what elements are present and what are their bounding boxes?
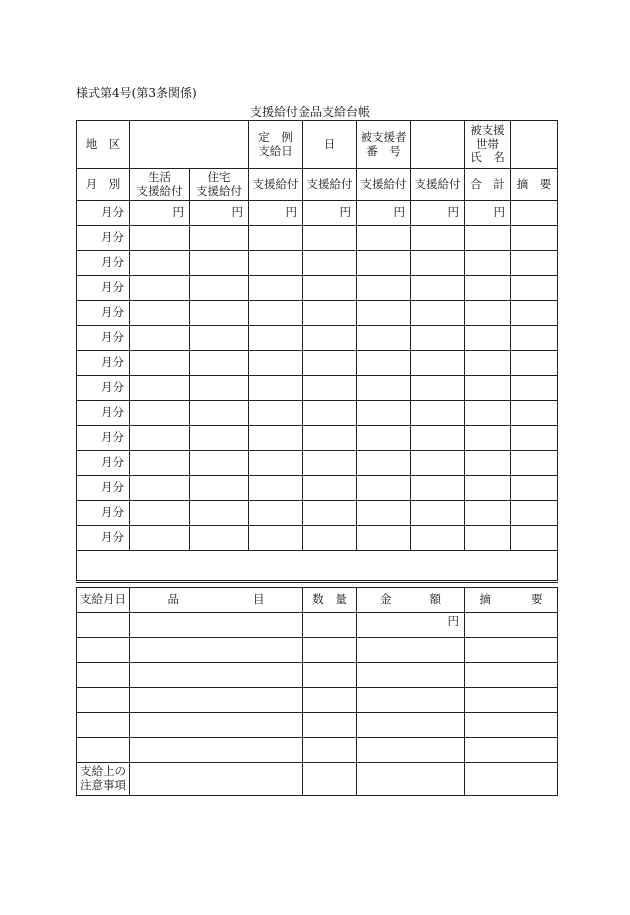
amount-cell[interactable] <box>130 426 190 451</box>
notes-label-line1: 支給上の <box>80 764 126 779</box>
amount-cell[interactable] <box>190 351 249 376</box>
quantity-cell[interactable] <box>303 638 357 663</box>
amount-cell[interactable] <box>190 401 249 426</box>
item-header <box>130 588 303 613</box>
month-label: 月分 <box>77 451 130 476</box>
blank-summary-row <box>77 551 558 582</box>
amount-cell[interactable] <box>249 326 303 351</box>
amount-cell[interactable] <box>190 476 249 501</box>
amount-cell[interactable] <box>303 301 357 326</box>
recipient-number-label-line1: 被支援者 <box>360 129 407 144</box>
amount-cell[interactable] <box>411 276 465 301</box>
amount-cell[interactable] <box>249 251 303 276</box>
regular-pay-date-label-line2: 支給日 <box>258 143 293 158</box>
amount-cell[interactable] <box>190 301 249 326</box>
amount-cell[interactable] <box>249 226 303 251</box>
amount-cell[interactable] <box>190 526 249 551</box>
amount-cell[interactable] <box>303 401 357 426</box>
month-label: 月分 <box>77 301 130 326</box>
remarks-header <box>465 588 558 613</box>
amount-cell[interactable] <box>411 226 465 251</box>
amount-cell[interactable] <box>357 501 411 526</box>
goods-row <box>77 688 558 713</box>
amount-cell[interactable] <box>357 476 411 501</box>
regular-pay-date-label-line1: 定 例 <box>258 129 293 144</box>
yen-unit: 円 <box>190 201 249 226</box>
amount-cell[interactable] <box>130 326 190 351</box>
support-header-3: 支援給付 <box>249 169 303 201</box>
living-support-header-line1: 生活 <box>148 169 171 184</box>
remarks-cell[interactable] <box>511 226 558 251</box>
amount-cell[interactable] <box>411 426 465 451</box>
total-cell[interactable] <box>465 226 511 251</box>
amount-header-part2: 額 <box>429 592 441 607</box>
quantity-cell[interactable] <box>303 613 357 638</box>
amount-cell[interactable] <box>303 501 357 526</box>
amount-cell[interactable] <box>357 276 411 301</box>
notes-amount-cell[interactable] <box>357 763 465 796</box>
total-cell[interactable] <box>465 501 511 526</box>
remarks-cell[interactable] <box>465 663 558 688</box>
remarks-cell[interactable] <box>511 526 558 551</box>
regular-pay-date-label <box>249 121 303 169</box>
amount-cell[interactable] <box>249 476 303 501</box>
amount-cell[interactable] <box>357 401 411 426</box>
blank-summary-cell[interactable] <box>77 551 558 582</box>
month-row <box>77 401 558 426</box>
amount-cell[interactable] <box>130 501 190 526</box>
quantity-cell[interactable] <box>303 738 357 763</box>
yen-unit: 円 <box>465 201 511 226</box>
item-cell[interactable] <box>130 638 303 663</box>
amount-cell[interactable] <box>357 688 465 713</box>
month-row <box>77 276 558 301</box>
goods-row <box>77 663 558 688</box>
remarks-cell[interactable] <box>511 451 558 476</box>
amount-cell[interactable] <box>357 738 465 763</box>
amount-cell[interactable] <box>190 501 249 526</box>
amount-cell[interactable] <box>411 501 465 526</box>
yen-unit: 円 <box>411 201 465 226</box>
header-info-row <box>77 121 558 169</box>
area-value[interactable] <box>130 121 249 169</box>
total-cell[interactable] <box>465 301 511 326</box>
remarks-cell[interactable] <box>465 738 558 763</box>
quantity-header: 数 量 <box>303 588 357 613</box>
amount-cell[interactable] <box>357 376 411 401</box>
amount-header-part1: 金 <box>380 592 392 607</box>
amount-cell[interactable] <box>303 276 357 301</box>
amount-cell[interactable] <box>190 276 249 301</box>
issue-date-cell[interactable] <box>77 713 130 738</box>
remarks-cell[interactable] <box>511 251 558 276</box>
living-support-header-line2: 支援給付 <box>136 183 183 198</box>
amount-cell[interactable] <box>357 326 411 351</box>
amount-cell[interactable] <box>249 276 303 301</box>
notes-quantity-cell[interactable] <box>303 763 357 796</box>
month-row <box>77 226 558 251</box>
total-cell[interactable] <box>465 401 511 426</box>
recipient-number-label-line2: 番 号 <box>366 143 401 158</box>
month-row <box>77 301 558 326</box>
amount-cell[interactable] <box>303 526 357 551</box>
total-cell[interactable] <box>465 276 511 301</box>
amount-cell[interactable] <box>130 276 190 301</box>
month-label: 月分 <box>77 351 130 376</box>
month-row <box>77 501 558 526</box>
yen-unit: 円 <box>249 201 303 226</box>
household-head-label-line2: 世帯 <box>476 136 499 151</box>
column-header-row <box>77 169 558 201</box>
month-row <box>77 426 558 451</box>
amount-cell[interactable] <box>249 401 303 426</box>
remarks-cell[interactable] <box>465 688 558 713</box>
remarks-cell[interactable] <box>465 613 558 638</box>
amount-cell[interactable] <box>190 226 249 251</box>
amount-cell[interactable] <box>303 476 357 501</box>
recipient-number-value[interactable] <box>411 121 465 169</box>
month-row <box>77 476 558 501</box>
amount-cell[interactable] <box>357 226 411 251</box>
item-header-part2: 目 <box>253 592 265 607</box>
amount-cell[interactable] <box>357 251 411 276</box>
month-row <box>77 251 558 276</box>
remarks-header-part1: 摘 <box>479 592 491 607</box>
household-head-label <box>465 121 511 169</box>
amount-cell[interactable] <box>249 376 303 401</box>
remarks-cell[interactable] <box>511 201 558 226</box>
remarks-cell[interactable] <box>511 401 558 426</box>
amount-cell[interactable] <box>357 638 465 663</box>
amount-cell[interactable] <box>249 501 303 526</box>
month-row <box>77 376 558 401</box>
amount-cell[interactable] <box>303 451 357 476</box>
total-cell[interactable] <box>465 351 511 376</box>
issue-date-cell[interactable] <box>77 638 130 663</box>
amount-cell[interactable] <box>130 301 190 326</box>
month-label: 月分 <box>77 476 130 501</box>
month-label: 月分 <box>77 376 130 401</box>
amount-cell[interactable] <box>130 476 190 501</box>
pay-day-label: 日 <box>303 121 357 169</box>
amount-cell[interactable] <box>357 613 465 638</box>
remarks-cell[interactable] <box>465 713 558 738</box>
month-column-header: 月 別 <box>77 169 130 201</box>
household-head-label-line3: 氏 名 <box>470 150 505 165</box>
notes-label <box>77 763 130 796</box>
amount-cell[interactable] <box>249 451 303 476</box>
notes-item-cell[interactable] <box>130 763 303 796</box>
household-head-value[interactable] <box>511 121 558 169</box>
remarks-header: 摘 要 <box>511 169 558 201</box>
item-cell[interactable] <box>130 663 303 688</box>
month-label: 月分 <box>77 326 130 351</box>
amount-cell[interactable] <box>130 401 190 426</box>
amount-cell[interactable] <box>190 426 249 451</box>
amount-cell[interactable] <box>303 326 357 351</box>
total-cell[interactable] <box>465 376 511 401</box>
goods-row <box>77 713 558 738</box>
amount-cell[interactable] <box>249 526 303 551</box>
amount-cell[interactable] <box>190 326 249 351</box>
goods-header-row <box>77 588 558 613</box>
amount-cell[interactable] <box>249 351 303 376</box>
amount-cell[interactable] <box>190 376 249 401</box>
amount-cell[interactable] <box>357 663 465 688</box>
month-label: 月分 <box>77 251 130 276</box>
month-label: 月分 <box>77 226 130 251</box>
month-label: 月分 <box>77 201 130 226</box>
amount-cell[interactable] <box>249 301 303 326</box>
yen-unit: 円 <box>357 201 411 226</box>
remarks-cell[interactable] <box>511 476 558 501</box>
total-header: 合 計 <box>465 169 511 201</box>
issue-date-cell[interactable] <box>77 688 130 713</box>
amount-cell[interactable] <box>130 351 190 376</box>
notes-label-line2: 注意事項 <box>80 778 126 792</box>
issue-date-header: 支給月日 <box>77 588 130 613</box>
amount-cell[interactable] <box>411 451 465 476</box>
yen-unit: 円 <box>303 201 357 226</box>
amount-cell[interactable] <box>130 251 190 276</box>
amount-cell[interactable] <box>411 251 465 276</box>
support-header-4: 支援給付 <box>303 169 357 201</box>
document-title: 支援給付金品支給台帳 <box>250 105 371 119</box>
remarks-cell[interactable] <box>511 276 558 301</box>
amount-cell[interactable] <box>411 351 465 376</box>
issue-date-cell[interactable] <box>77 738 130 763</box>
quantity-cell[interactable] <box>303 713 357 738</box>
goods-row <box>77 638 558 663</box>
remarks-cell[interactable] <box>511 351 558 376</box>
area-label: 地 区 <box>77 121 130 169</box>
month-row <box>77 201 558 226</box>
payment-ledger-table <box>76 120 558 583</box>
housing-support-header <box>190 169 249 201</box>
remarks-cell[interactable] <box>511 501 558 526</box>
yen-unit: 円 <box>130 201 190 226</box>
remarks-cell[interactable] <box>511 326 558 351</box>
goods-row <box>77 613 558 638</box>
item-cell[interactable] <box>130 713 303 738</box>
form-number: 様式第4号(第3条関係) <box>76 86 197 100</box>
month-row <box>77 526 558 551</box>
amount-cell[interactable] <box>411 326 465 351</box>
amount-cell[interactable] <box>303 226 357 251</box>
goods-row <box>77 738 558 763</box>
support-header-5: 支援給付 <box>357 169 411 201</box>
amount-header <box>357 588 465 613</box>
amount-cell[interactable] <box>357 426 411 451</box>
total-cell[interactable] <box>465 451 511 476</box>
yen-unit: 円 <box>447 614 459 628</box>
housing-support-header-line2: 支援給付 <box>196 183 242 198</box>
amount-cell[interactable] <box>357 351 411 376</box>
item-cell[interactable] <box>130 613 303 638</box>
remarks-header-part2: 要 <box>531 592 543 607</box>
month-label: 月分 <box>77 526 130 551</box>
item-cell[interactable] <box>130 738 303 763</box>
issue-date-cell[interactable] <box>77 663 130 688</box>
amount-cell[interactable] <box>303 251 357 276</box>
total-cell[interactable] <box>465 526 511 551</box>
total-cell[interactable] <box>465 426 511 451</box>
amount-cell[interactable] <box>357 451 411 476</box>
amount-cell[interactable] <box>303 376 357 401</box>
amount-cell[interactable] <box>130 526 190 551</box>
amount-cell[interactable] <box>357 713 465 738</box>
amount-cell[interactable] <box>130 226 190 251</box>
amount-cell[interactable] <box>303 351 357 376</box>
recipient-number-label <box>357 121 411 169</box>
housing-support-header-line1: 住宅 <box>207 169 231 184</box>
month-label: 月分 <box>77 401 130 426</box>
amount-cell[interactable] <box>303 426 357 451</box>
issue-date-cell[interactable] <box>77 613 130 638</box>
month-label: 月分 <box>77 276 130 301</box>
amount-cell[interactable] <box>411 401 465 426</box>
amount-cell[interactable] <box>249 426 303 451</box>
goods-issue-table <box>76 587 558 796</box>
household-head-label-line1: 被支援 <box>470 122 505 137</box>
remarks-cell[interactable] <box>511 376 558 401</box>
month-label: 月分 <box>77 426 130 451</box>
total-cell[interactable] <box>465 326 511 351</box>
month-label: 月分 <box>77 501 130 526</box>
amount-cell[interactable] <box>411 301 465 326</box>
quantity-cell[interactable] <box>303 688 357 713</box>
remarks-cell[interactable] <box>511 426 558 451</box>
amount-cell[interactable] <box>357 526 411 551</box>
remarks-cell[interactable] <box>511 301 558 326</box>
amount-cell[interactable] <box>411 476 465 501</box>
amount-cell[interactable] <box>130 451 190 476</box>
month-row <box>77 326 558 351</box>
total-cell[interactable] <box>465 476 511 501</box>
quantity-cell[interactable] <box>303 663 357 688</box>
notes-remarks-cell[interactable] <box>465 763 558 796</box>
month-row <box>77 451 558 476</box>
item-cell[interactable] <box>130 688 303 713</box>
amount-cell[interactable] <box>411 376 465 401</box>
total-cell[interactable] <box>465 251 511 276</box>
support-header-6: 支援給付 <box>411 169 465 201</box>
amount-cell[interactable] <box>130 376 190 401</box>
amount-cell[interactable] <box>190 451 249 476</box>
living-support-header <box>130 169 190 201</box>
notes-row <box>77 763 558 796</box>
amount-cell[interactable] <box>190 251 249 276</box>
item-header-part1: 品 <box>167 592 179 607</box>
amount-cell[interactable] <box>357 301 411 326</box>
amount-cell[interactable] <box>411 526 465 551</box>
remarks-cell[interactable] <box>465 638 558 663</box>
month-row <box>77 351 558 376</box>
